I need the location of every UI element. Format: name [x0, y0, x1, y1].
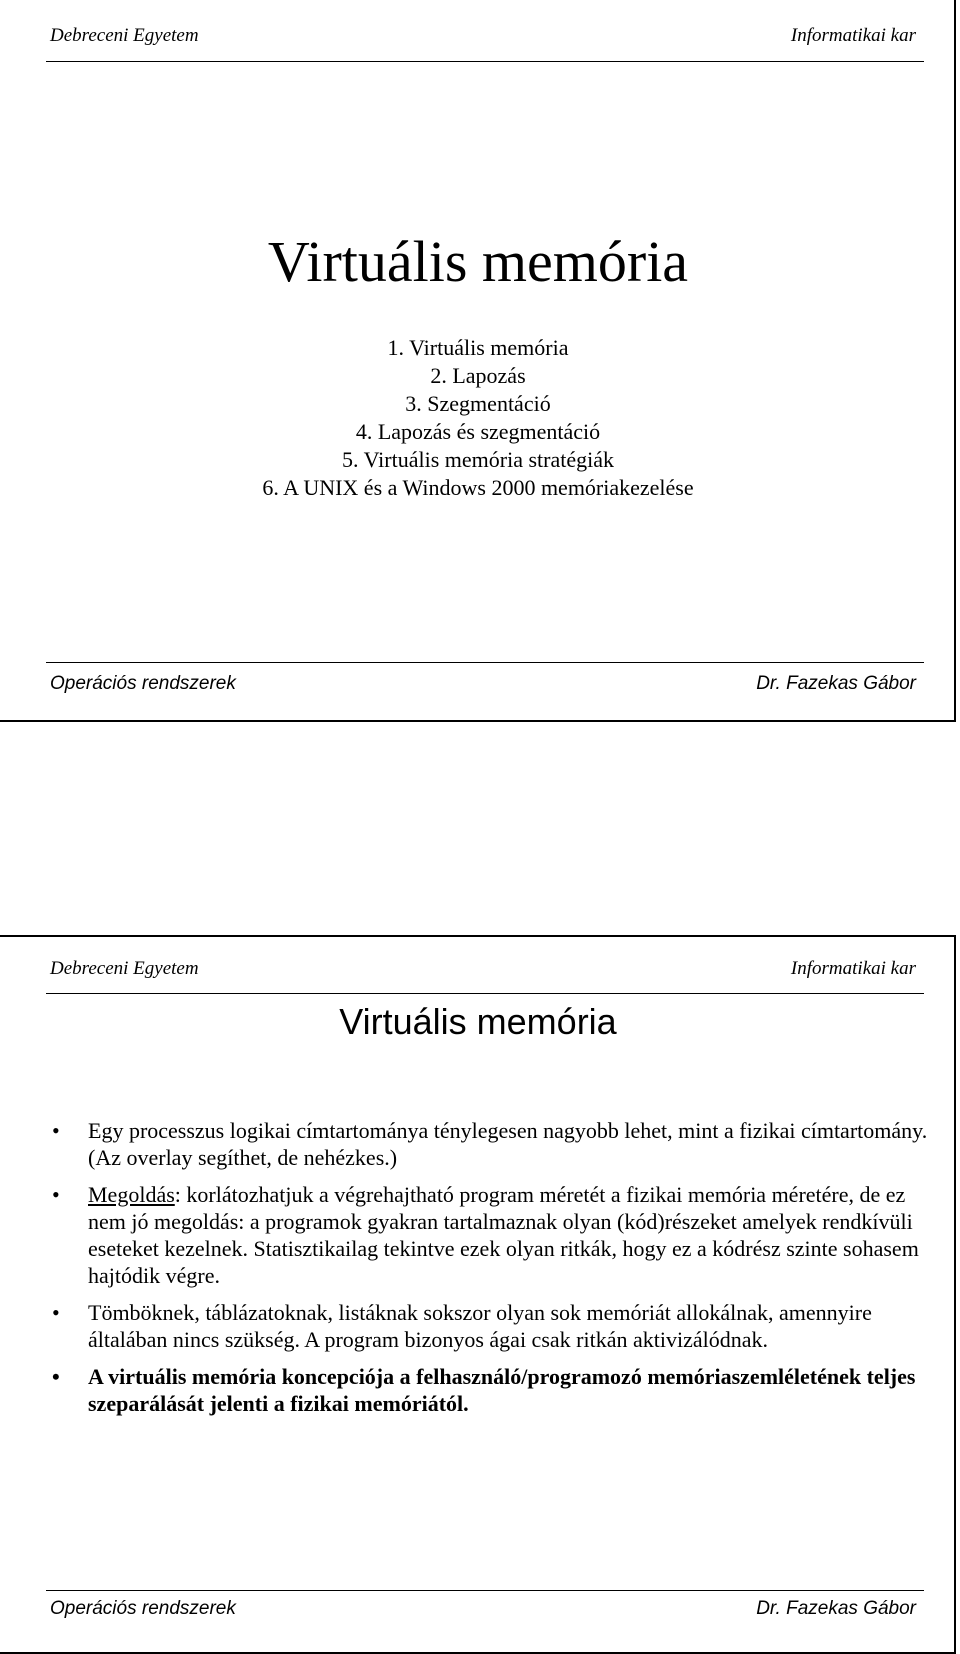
bullet-icon: •	[52, 1300, 60, 1325]
bullet-lead: Megoldás	[88, 1182, 175, 1207]
slide-header	[0, 24, 956, 64]
slide-2	[0, 935, 956, 1654]
bullet-icon: •	[52, 1118, 60, 1143]
toc-item: 2. Lapozás	[430, 363, 526, 388]
bullet-text: A virtuális memória koncepciója a felhasználó/programozó memóriaszemléletének teljes szeparálását jelenti a fizikai memóriától.	[88, 1364, 916, 1416]
course-name: Operációs rendszerek	[50, 673, 236, 694]
header-divider	[46, 993, 924, 994]
faculty-name: Informatikai kar	[790, 25, 916, 46]
toc-item: 3. Szegmentáció	[405, 391, 551, 416]
slide-footer	[0, 1597, 956, 1627]
bullet-list	[50, 1117, 930, 1427]
toc-item: 4. Lapozás és szegmentáció	[355, 419, 601, 444]
header-divider	[46, 61, 924, 62]
bullet-icon: •	[52, 1364, 60, 1389]
slide-header	[0, 957, 956, 997]
list-item	[50, 1363, 930, 1417]
university-name: Debreceni Egyetem	[50, 25, 199, 46]
slide-title: Virtuális memória	[267, 229, 689, 294]
author-name: Dr. Fazekas Gábor	[756, 673, 916, 694]
slide-title: Virtuális memória	[339, 1001, 617, 1042]
faculty-name: Informatikai kar	[790, 958, 916, 979]
footer-divider	[46, 1590, 924, 1591]
bullet-text: Egy processzus logikai címtartománya ténylegesen nagyobb lehet, mint a fizikai címtartomány. (Az overlay segíthet, de nehézkes.)	[88, 1118, 928, 1170]
bullet-text: : korlátozhatjuk a végrehajtható program méretét a fizikai memória méretére, de ez nem jó megoldás: a programok gyakran tartalmaznak olyan (kód)részeket amelyek rendkívüli eseteket kezelnek. Statisztikailag tekintve ezek olyan ritkák, hogy ez a kódrész szinte sohasem hajtódik végre.	[88, 1182, 919, 1288]
footer-divider	[46, 662, 924, 663]
list-item	[50, 1299, 930, 1353]
toc-item: 6. A UNIX és a Windows 2000 memóriakezelése	[262, 475, 694, 500]
university-name: Debreceni Egyetem	[50, 958, 199, 979]
author-name: Dr. Fazekas Gábor	[756, 1598, 916, 1619]
bullet-icon: •	[52, 1182, 60, 1207]
slide-1	[0, 0, 956, 722]
table-of-contents	[0, 334, 956, 502]
list-item	[50, 1181, 930, 1289]
toc-item: 5. Virtuális memória stratégiák	[342, 447, 614, 472]
toc-item: 1. Virtuális memória	[387, 335, 569, 360]
course-name: Operációs rendszerek	[50, 1598, 236, 1619]
bullet-text: Tömböknek, táblázatoknak, listáknak sokszor olyan sok memóriát allokálnak, amennyire általában nincs szükség. A program bizonyos ágai csak ritkán aktivizálódnak.	[88, 1300, 872, 1352]
list-item	[50, 1117, 930, 1171]
slide-footer	[0, 672, 956, 702]
